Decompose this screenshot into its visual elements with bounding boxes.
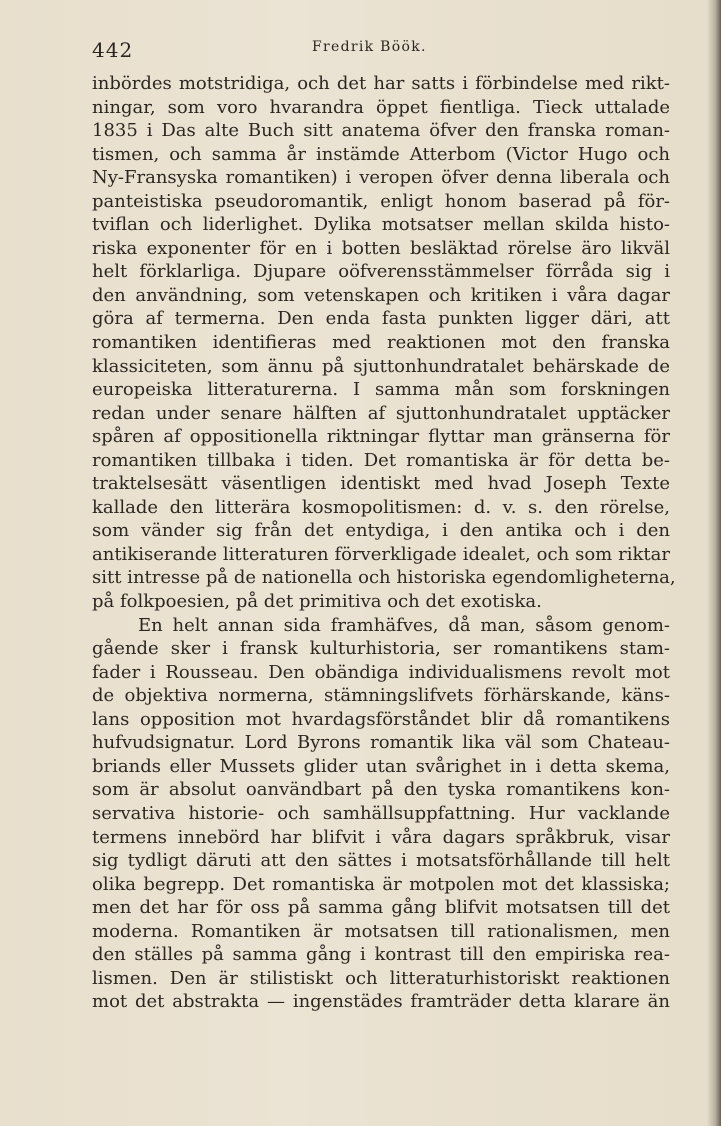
text-line: lans opposition mot hvardagsförståndet blir då romantikens [92,708,670,730]
text-line: inbördes motstridiga, och det har satts i förbindelse med rikt- [92,73,670,94]
text-line: romantiken tillbaka i tiden. Det romantiska är för detta be- [92,449,670,471]
text-line: mot det abstrakta — ingenstädes framträder detta klarare än [92,991,670,1013]
text-line: romantiken identifieras med reaktionen mot den franska [92,332,670,354]
text-line-paragraph-end: på folkpoesien, på det primitiva och det exotiska. [92,591,542,613]
text-line: riska exponenter för en i botten besläktad rörelse äro likväl [92,237,670,259]
page-edge-shadow [707,0,721,1126]
text-line: helt förklarliga. Djupare oöfverensstämmelser förråda sig i [92,261,670,283]
text-line: olika begrepp. Det romantiska är motpolen mot det klassiska; [92,873,670,895]
text-line: spåren af oppositionella riktningar flyttar man gränserna för [92,426,670,448]
text-line: termens innebörd har blifvit i våra dagars språkbruk, visar [92,826,670,848]
text-line: antikiserande litteraturen förverkligade idealet, och som riktar [92,543,670,565]
text-line: fader i Rousseau. Den obändiga individualismens revolt mot [92,661,670,683]
text-line: sig tydligt däruti att den sättes i motsatsförhållande till helt [92,850,670,872]
text-line: som är absolut oanvändbart på den tyska romantikens kon- [92,779,670,801]
text-line: briands eller Mussets glider utan svårighet in i detta skema, [92,755,670,777]
text-line: redan under senare hälften af sjuttonhundratalet upptäcker [92,402,670,424]
text-line: men det har för oss på samma gång blifvit motsatsen till det [92,897,670,919]
text-line: servativa historie- och samhällsuppfattning. Hur vacklande [92,802,670,824]
page-header [92,38,670,72]
text-line: Ny-Fransyska romantiken) i veropen öfver denna liberala och [92,167,670,189]
running-head: Fredrik Böök. [312,39,427,55]
text-line: den användning, som vetenskapen och kritiken i våra dagar [92,284,670,306]
page-number: 442 [92,38,134,62]
text-line: hufvudsignatur. Lord Byrons romantik lika väl som Chateau- [92,732,670,754]
text-line: europeiska litteraturerna. I samma mån som forskningen [92,379,670,401]
text-line: kallade den litterära kosmopolitismen: d. v. s. den rörelse, [92,496,670,518]
text-line: klassiciteten, som ännu på sjuttonhundratalet behärskade de [92,355,670,377]
text-line: tismen, och samma år instämde Atterbom (Victor Hugo och [92,143,670,165]
text-line: sitt intresse på de nationella och historiska egendomligheterna, [92,567,676,589]
text-line: moderna. Romantiken är motsatsen till rationalismen, men [92,920,670,942]
text-line: lismen. Den är stilistiskt och litteraturhistoriskt reaktionen [92,967,670,989]
text-line: göra af termerna. Den enda fasta punkten ligger däri, att [92,308,670,330]
text-line: de objektiva normerna, stämningslifvets förhärskande, käns- [92,685,670,707]
text-line: som vänder sig från det entydiga, i den antika och i den [92,520,670,542]
body-text [92,72,676,1014]
text-line: traktelsesätt väsentligen identiskt med hvad Joseph Texte [92,473,670,495]
text-line: den ställes på samma gång i kontrast till den empiriska rea- [92,944,670,966]
text-line: tviflan och liderlighet. Dylika motsatser mellan skilda histo- [92,214,670,236]
text-line: 1835 i Das alte Buch sitt anatema öfver den franska roman- [92,120,670,142]
text-line: gående sker i fransk kulturhistoria, ser romantikens stam- [92,638,670,660]
text-line: panteistiska pseudoromantik, enligt honom baserad på för- [92,190,670,212]
text-line-paragraph-start: En helt annan sida framhäfves, då man, såsom genom- [138,614,670,636]
text-line: ningar, som voro hvarandra öppet fientliga. Tieck uttalade [92,96,670,118]
